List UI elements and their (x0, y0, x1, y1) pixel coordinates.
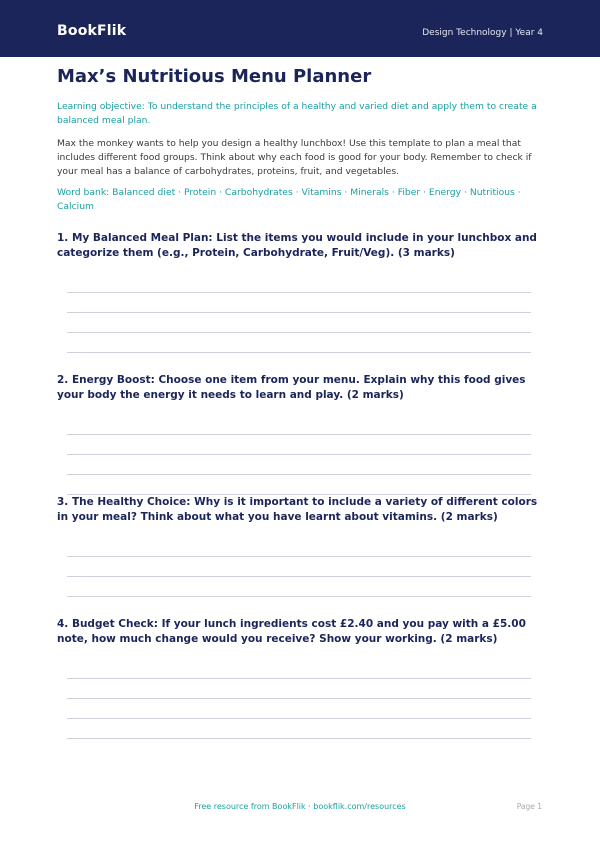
answer-line[interactable] (67, 576, 531, 577)
word-bank: Word bank: Balanced diet · Protein · Carbohydrates · Vitamins · Minerals · Fiber · Energy · Nutritious · Calcium (57, 187, 521, 212)
question-2: 2. Energy Boost: Choose one item from your menu. Explain why this food gives your body the energy it needs to learn and play. (2 marks) (57, 374, 526, 401)
answer-line[interactable] (67, 434, 531, 435)
page-title: Max’s Nutritious Menu Planner (57, 66, 372, 87)
header-bar (0, 0, 600, 57)
answer-line[interactable] (67, 352, 531, 353)
answer-line[interactable] (67, 332, 531, 333)
answer-line[interactable] (67, 718, 531, 719)
intro-text: Max the monkey wants to help you design a healthy lunchbox! Use this template to plan a meal that includes different food groups. Think about why each food is good for your body. Remember to check if your meal has a balance of carbohydrates, proteins, fruit, and vegetables. (57, 138, 532, 177)
question-1: 1. My Balanced Meal Plan: List the items you would include in your lunchbox and categorize them (e.g., Protein, Carbohydrate, Fruit/Veg). (3 marks) (57, 232, 537, 259)
answer-line[interactable] (67, 678, 531, 679)
answer-line[interactable] (67, 312, 531, 313)
page-number: Page 1 (516, 802, 542, 811)
answer-line[interactable] (67, 698, 531, 699)
answer-line[interactable] (67, 292, 531, 293)
learning-objective: Learning objective: To understand the principles of a healthy and varied diet and apply them to create a balanced meal plan. (57, 101, 537, 126)
answer-line[interactable] (67, 474, 531, 475)
answer-line[interactable] (67, 556, 531, 557)
brand-logo: BookFlik (57, 23, 127, 39)
answer-line[interactable] (67, 596, 531, 597)
question-3: 3. The Healthy Choice: Why is it important to include a variety of different colors in your meal? Think about what you have learnt about vitamins. (2 marks) (57, 496, 538, 523)
footer-link[interactable]: Free resource from BookFlik · bookflik.com/resources (194, 802, 406, 811)
question-4: 4. Budget Check: If your lunch ingredients cost £2.40 and you pay with a £5.00 note, how much change would you receive? Show your working. (2 marks) (57, 618, 526, 645)
subject-year-label: Design Technology | Year 4 (422, 28, 543, 38)
answer-line[interactable] (67, 738, 531, 739)
answer-line[interactable] (67, 454, 531, 455)
